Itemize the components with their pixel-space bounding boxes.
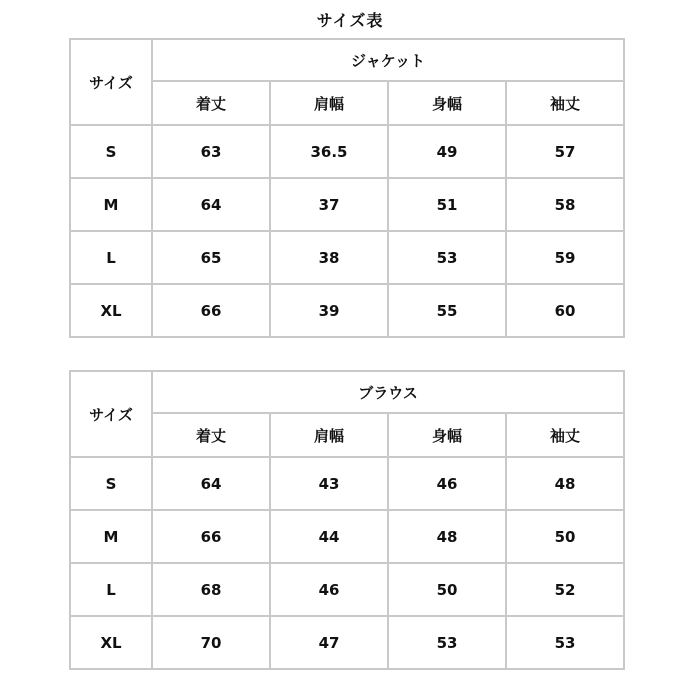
table-cell: 36.5 [270, 125, 388, 178]
table-cell: 53 [506, 616, 624, 669]
table-cell: 43 [270, 457, 388, 510]
table-cell: 65 [152, 231, 270, 284]
size-label: M [70, 178, 152, 231]
table-row [70, 125, 624, 178]
table-cell: 57 [506, 125, 624, 178]
table-cell: 53 [388, 616, 506, 669]
jacket-size-table [69, 38, 625, 338]
table-cell: 48 [506, 457, 624, 510]
table-cell: 63 [152, 125, 270, 178]
page-title: サイズ表 [316, 11, 384, 30]
column-header-width: 身幅 [388, 413, 506, 457]
measurement-header-row [70, 413, 624, 457]
size-label: S [70, 457, 152, 510]
table-cell: 59 [506, 231, 624, 284]
table-row [70, 284, 624, 337]
size-label: XL [70, 616, 152, 669]
table-cell: 37 [270, 178, 388, 231]
table-cell: 44 [270, 510, 388, 563]
table-cell: 46 [270, 563, 388, 616]
size-column-header: サイズ [70, 371, 152, 457]
size-label: L [70, 231, 152, 284]
column-header-length: 着丈 [152, 81, 270, 125]
column-header-shoulder: 肩幅 [270, 81, 388, 125]
table-header-row [70, 371, 624, 413]
table-cell: 64 [152, 457, 270, 510]
table-cell: 66 [152, 284, 270, 337]
table-cell: 60 [506, 284, 624, 337]
column-header-width: 身幅 [388, 81, 506, 125]
table-row [70, 178, 624, 231]
blouse-size-table [69, 370, 625, 670]
column-header-shoulder: 肩幅 [270, 413, 388, 457]
size-column-header: サイズ [70, 39, 152, 125]
table-cell: 38 [270, 231, 388, 284]
table-row [70, 616, 624, 669]
size-label: XL [70, 284, 152, 337]
table-cell: 68 [152, 563, 270, 616]
column-header-length: 着丈 [152, 413, 270, 457]
size-label: M [70, 510, 152, 563]
table-cell: 46 [388, 457, 506, 510]
column-header-sleeve: 袖丈 [506, 413, 624, 457]
table-header-row [70, 39, 624, 81]
table-cell: 66 [152, 510, 270, 563]
table-cell: 52 [506, 563, 624, 616]
table-cell: 70 [152, 616, 270, 669]
table-cell: 39 [270, 284, 388, 337]
table-cell: 58 [506, 178, 624, 231]
jacket-group-header: ジャケット [152, 39, 624, 81]
size-label: L [70, 563, 152, 616]
measurement-header-row [70, 81, 624, 125]
column-header-sleeve: 袖丈 [506, 81, 624, 125]
table-cell: 51 [388, 178, 506, 231]
size-label: S [70, 125, 152, 178]
table-cell: 49 [388, 125, 506, 178]
table-cell: 64 [152, 178, 270, 231]
table-cell: 53 [388, 231, 506, 284]
table-cell: 47 [270, 616, 388, 669]
table-row [70, 457, 624, 510]
table-cell: 55 [388, 284, 506, 337]
blouse-group-header: ブラウス [152, 371, 624, 413]
table-row [70, 231, 624, 284]
table-cell: 50 [388, 563, 506, 616]
table-row [70, 563, 624, 616]
table-cell: 50 [506, 510, 624, 563]
table-row [70, 510, 624, 563]
table-cell: 48 [388, 510, 506, 563]
